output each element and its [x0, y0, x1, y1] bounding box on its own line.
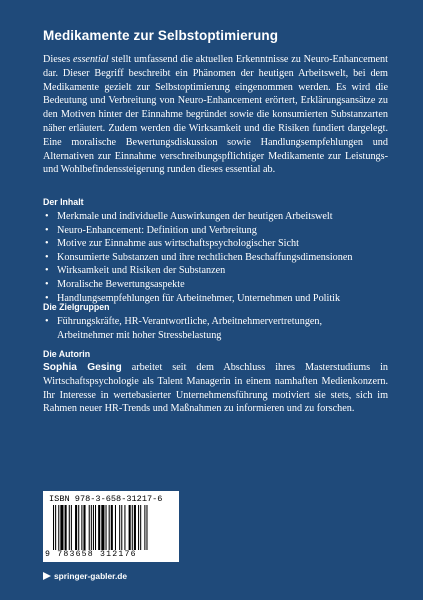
publisher-url: springer-gabler.de	[54, 571, 128, 581]
audience-item: • Führungskräfte, HR-Verantwortliche, Arbeitnehmervertretungen, Arbeitnehmer mit hoher Stressbelastung	[43, 315, 361, 342]
publisher-link[interactable]	[43, 571, 127, 581]
contents-item: • Merkmale und individuelle Auswirkungen der heutigen Arbeitswelt	[43, 210, 388, 224]
contents-item: • Konsumierte Substanzen und ihre rechtlichen Beschaffungsdimensionen	[43, 251, 388, 265]
audience-heading: Die Zielgruppen	[43, 302, 110, 312]
intro-paragraph	[43, 53, 388, 177]
author-paragraph	[43, 361, 388, 416]
contents-item: • Neuro-Enhancement: Definition und Verbreitung	[43, 224, 388, 238]
intro-text-rest: stellt umfassend die aktuellen Erkenntnisse zu Neuro-Enhancement dar. Dieser Begriff beschreibt ein Phänomen der heutigen Arbeitswelt, bei dem Medikamente gezielt zur Selbstoptimierung eingenommen werden. Es wird die Bedeutung und Verbreitung von Neuro-Enhancement erörtert, Erklärungsansätze zu den Motiven hinter der Einnahme begründet sowie die konsumierten Substanzarten näher erläutert. Zudem werden die Wirksamkeit und die Risiken fundiert dargelegt. Eine moralische Bewertungsdiskussion sowie Handlungsempfehlungen und Alternativen zur Einnahme verschreibungspflichtiger Medikamente zur Leistungs- und Wohlbefindenssteigerung runden dieses essential ab.	[43, 54, 388, 176]
author-bio: arbeitet seit dem Abschluss ihres Masterstudiums in Wirtschaftspsychologie als Talent Managerin in einem namhaften Medienkonzern. Ihr Interesse in wertebasierter Unternehmensführung motiviert sie stets, sich im Rahmen neuer HR-Trends und Maßnahmen zu informieren und zu forschen.	[43, 362, 388, 415]
contents-item: • Wirksamkeit und Risiken der Substanzen	[43, 264, 388, 278]
author-heading: Die Autorin	[43, 349, 91, 359]
contents-item: • Handlungsempfehlungen für Arbeitnehmer, Unternehmen und Politik	[43, 292, 388, 306]
contents-item: • Motive zur Einnahme aus wirtschaftspsychologischer Sicht	[43, 237, 388, 251]
contents-item: • Moralische Bewertungsaspekte	[43, 278, 388, 292]
author-name: Sophia Gesing	[43, 362, 122, 373]
intro-text-start: Dieses	[43, 54, 73, 65]
cover-title: Medikamente zur Selbstoptimierung	[43, 28, 279, 43]
contents-heading: Der Inhalt	[43, 197, 84, 207]
barcode-block	[43, 491, 179, 562]
barcode-image	[53, 505, 169, 550]
arrow-right-icon	[43, 572, 51, 580]
isbn-label: ISBN 978-3-658-31217-6	[49, 494, 163, 504]
audience-list	[43, 315, 361, 342]
contents-list	[43, 210, 388, 305]
intro-emphasis: essential	[72, 54, 109, 65]
barcode-digits: 9 783658 312176	[45, 550, 137, 559]
